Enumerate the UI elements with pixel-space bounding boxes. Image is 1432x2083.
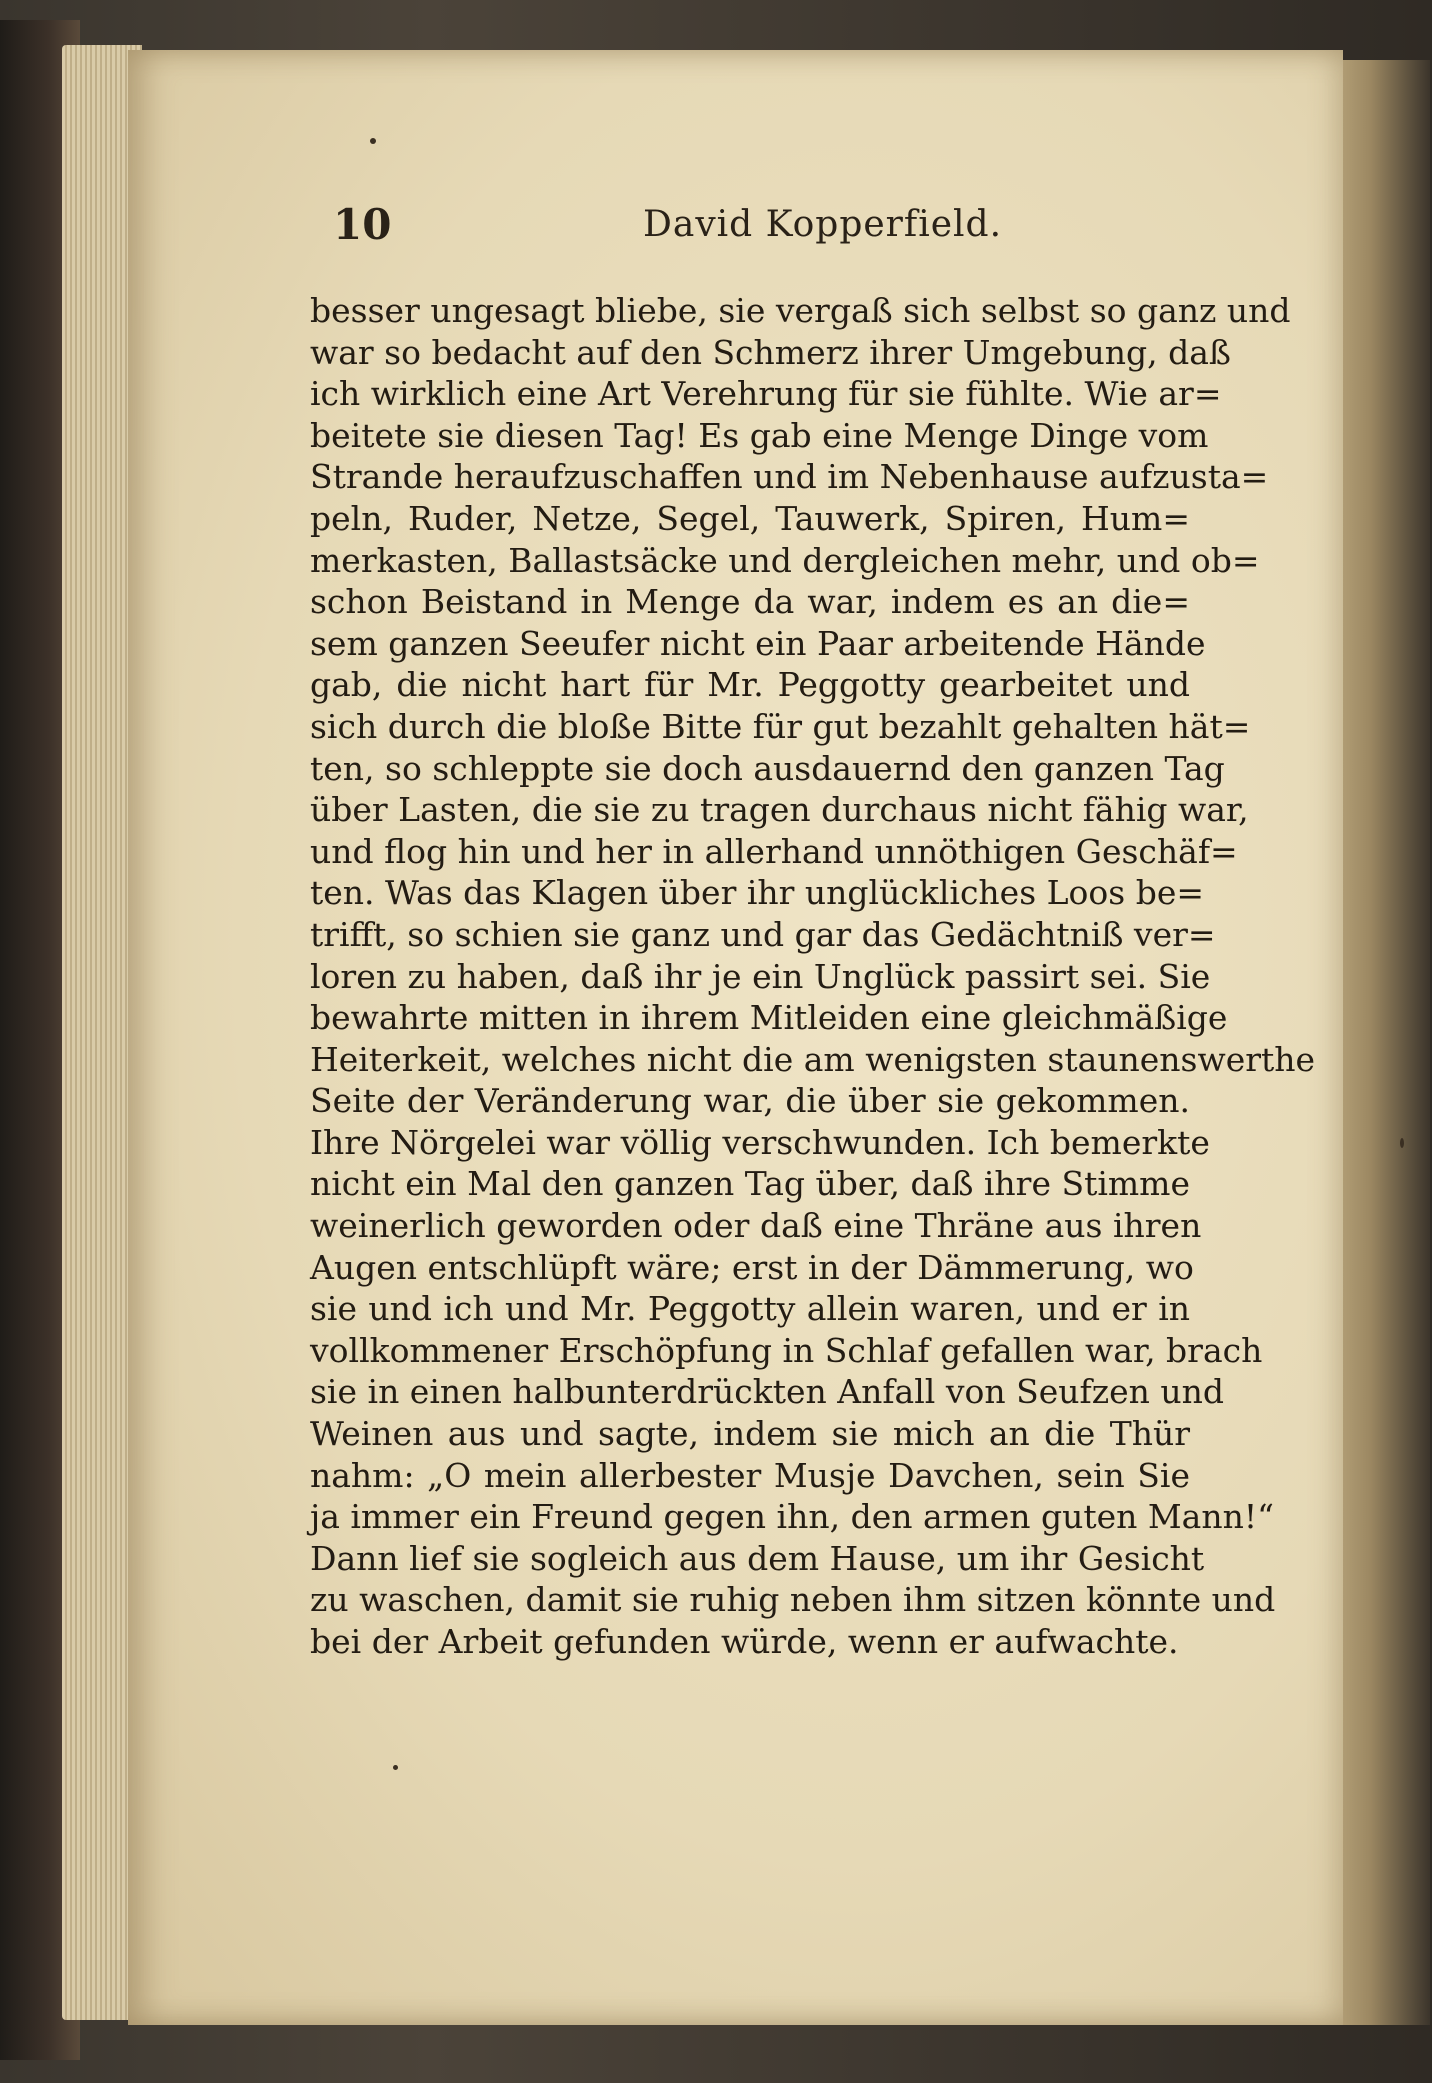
page-header — [333, 200, 1193, 260]
text-line: sie in einen halbunterdrückten Anfall von Seufzen und — [310, 1372, 1224, 1412]
text-line: zu waschen, damit sie ruhig neben ihm sitzen könnte und — [310, 1580, 1276, 1620]
text-line: sie und ich und Mr. Peggotty allein waren, und er in — [310, 1289, 1190, 1329]
text-line: beitete sie diesen Tag! Es gab eine Menge Dinge vom — [310, 415, 1209, 455]
text-line: Augen entschlüpft wäre; erst in der Dämmerung, wo — [310, 1247, 1194, 1287]
text-line: besser ungesagt bliebe, sie vergaß sich selbst so ganz und — [310, 291, 1291, 330]
text-line: ja immer ein Freund gegen ihn, den armen guten Mann!“ — [310, 1497, 1274, 1537]
text-line: weinerlich geworden oder daß eine Thräne aus ihren — [310, 1206, 1202, 1246]
text-line: peln, Ruder, Netze, Segel, Tauwerk, Spiren, Hum= — [310, 498, 1190, 538]
paper-speck — [393, 1765, 398, 1770]
body-text — [310, 290, 1316, 1663]
text-line: sich durch die bloße Bitte für gut bezahlt gehalten hät= — [310, 706, 1251, 746]
text-line: bei der Arbeit gefunden würde, wenn er aufwachte. — [310, 1622, 1179, 1661]
text-line: schon Beistand in Menge da war, indem es an die= — [310, 582, 1190, 622]
text-line: Strande heraufzuschaffen und im Nebenhause aufzusta= — [310, 457, 1269, 497]
page-number: 10 — [333, 200, 392, 249]
text-line: Dann lief sie sogleich aus dem Hause, um ihr Gesicht — [310, 1538, 1205, 1578]
text-line: nicht ein Mal den ganzen Tag über, daß ihre Stimme — [310, 1164, 1190, 1204]
paper-speck — [370, 138, 376, 144]
text-line: vollkommener Erschöpfung in Schlaf gefallen war, brach — [310, 1330, 1263, 1370]
text-line: gab, die nicht hart für Mr. Peggotty gearbeitet und — [310, 665, 1190, 705]
text-line: Seite der Veränderung war, die über sie gekommen. — [310, 1081, 1190, 1121]
text-line: nahm: „O mein allerbester Musje Davchen, sein Sie — [310, 1455, 1190, 1495]
text-line: Weinen aus und sagte, indem sie mich an die Thür — [310, 1414, 1190, 1454]
running-title: David Kopperfield. — [643, 204, 1003, 245]
text-line: sem ganzen Seeufer nicht ein Paar arbeitende Hände — [310, 623, 1206, 663]
text-line: über Lasten, die sie zu tragen durchaus nicht fähig war, — [310, 790, 1249, 830]
text-line: ten. Was das Klagen über ihr unglückliches Loos be= — [310, 873, 1205, 913]
text-line: Ihre Nörgelei war völlig verschwunden. Ich bemerkte — [310, 1122, 1210, 1162]
text-line: war so bedacht auf den Schmerz ihrer Umgebung, daß — [310, 332, 1231, 372]
text-line: merkasten, Ballastsäcke und dergleichen mehr, und ob= — [310, 540, 1260, 580]
text-line: Heiterkeit, welches nicht die am wenigsten staunenswerthe — [310, 1039, 1316, 1079]
text-line: loren zu haben, daß ihr je ein Unglück passirt sei. Sie — [310, 956, 1211, 996]
book-right-edge — [1330, 60, 1430, 2025]
paper-speck — [1400, 1138, 1404, 1148]
text-line: ten, so schleppte sie doch ausdauernd den ganzen Tag — [310, 748, 1225, 788]
text-line: ich wirklich eine Art Verehrung für sie fühlte. Wie ar= — [310, 374, 1222, 414]
text-line: bewahrte mitten in ihrem Mitleiden eine gleichmäßige — [310, 998, 1228, 1038]
text-line: und flog hin und her in allerhand unnöthigen Geschäf= — [310, 831, 1238, 871]
text-line: trifft, so schien sie ganz und gar das Gedächtniß ver= — [310, 914, 1216, 954]
